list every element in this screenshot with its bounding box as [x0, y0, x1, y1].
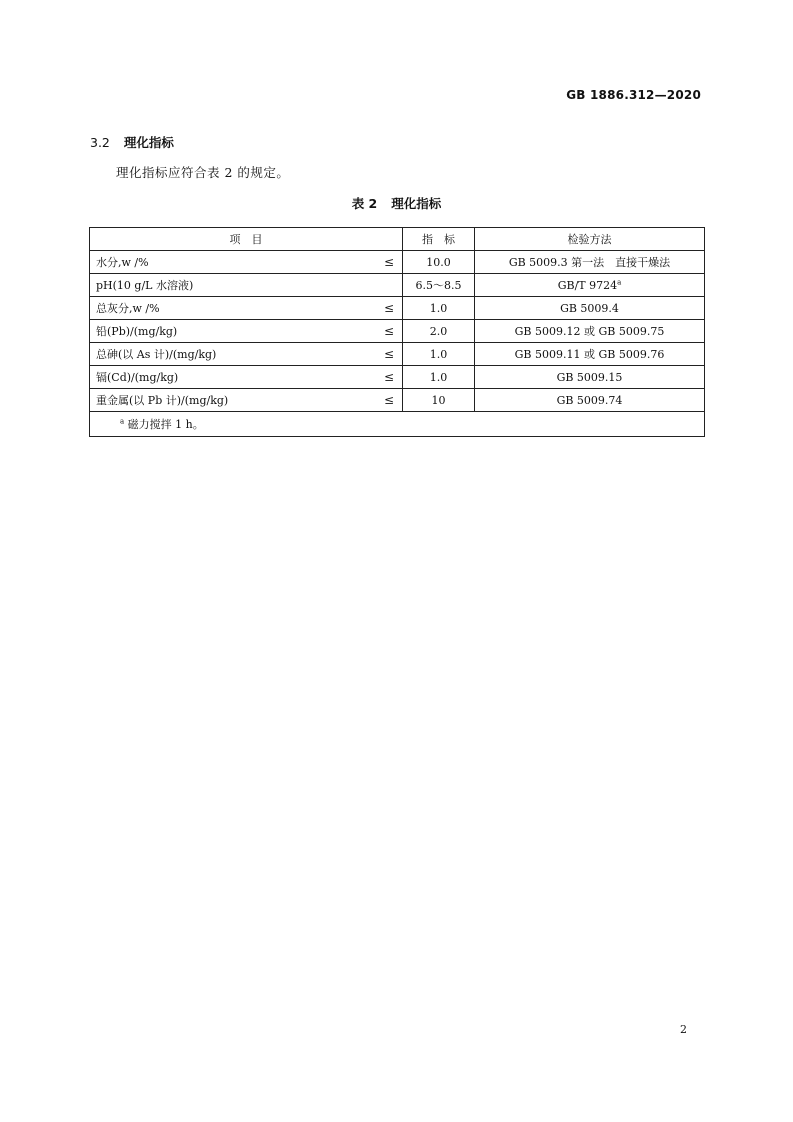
row-limit-symbol: ≤ — [383, 347, 394, 361]
footnote-marker: a — [120, 417, 125, 426]
table-header-row — [90, 228, 705, 251]
row-method: GB 5009.12 或 GB 5009.75 — [514, 325, 665, 338]
row-value: 10.0 — [403, 251, 475, 274]
section-number: 3.2 — [90, 135, 110, 150]
header-item: 项 目 — [90, 228, 403, 251]
table-footnote — [90, 412, 705, 437]
row-method-cell — [475, 320, 705, 343]
row-value: 2.0 — [403, 320, 475, 343]
row-limit-symbol: ≤ — [383, 370, 394, 384]
row-value: 1.0 — [403, 343, 475, 366]
row-method-cell — [475, 274, 705, 297]
row-method-cell — [475, 251, 705, 274]
row-item-label: 重金属(以 Pb 计)/(mg/kg) — [96, 394, 229, 407]
table-caption-number: 表 2 — [351, 196, 378, 211]
row-method: GB 5009.3 第一法 直接干燥法 — [508, 256, 671, 269]
row-item-wrap — [96, 323, 394, 339]
row-value: 1.0 — [403, 366, 475, 389]
row-value: 6.5～8.5 — [403, 274, 475, 297]
table-body — [90, 251, 705, 412]
row-method-cell — [475, 366, 705, 389]
section-title: 理化指标 — [123, 135, 174, 150]
row-method-footnote-marker: a — [617, 277, 622, 286]
section-paragraph: 理化指标应符合表 2 的规定。 — [116, 165, 290, 180]
row-limit-symbol: ≤ — [383, 301, 394, 315]
row-method: GB 5009.15 — [556, 370, 623, 384]
table-footnote-row — [90, 412, 705, 437]
table-row — [90, 389, 705, 412]
header-value: 指 标 — [403, 228, 475, 251]
row-item-cell — [90, 274, 403, 297]
table-caption-title: 理化指标 — [391, 196, 442, 211]
row-method-cell — [475, 343, 705, 366]
row-value: 10 — [403, 389, 475, 412]
row-item-wrap — [96, 277, 394, 293]
header-method: 检验方法 — [475, 228, 705, 251]
spec-table — [89, 227, 705, 437]
row-value: 1.0 — [403, 297, 475, 320]
row-method-cell — [475, 297, 705, 320]
row-item-wrap — [96, 392, 394, 408]
row-item-wrap — [96, 300, 394, 316]
row-item-label: 铅(Pb)/(mg/kg) — [96, 325, 178, 338]
row-item-cell — [90, 366, 403, 389]
table-row — [90, 320, 705, 343]
standard-code: GB 1886.312—2020 — [566, 88, 701, 102]
footnote-text: 磁力搅拌 1 h。 — [124, 418, 204, 431]
row-method: GB 5009.4 — [560, 301, 619, 315]
row-method: GB/T 9724 — [557, 278, 618, 292]
row-item-wrap — [96, 369, 394, 385]
row-item-label: 水分,w /% — [96, 256, 149, 269]
row-item-cell — [90, 343, 403, 366]
row-limit-symbol: ≤ — [383, 393, 394, 407]
row-limit-symbol: ≤ — [383, 255, 394, 269]
row-item-wrap — [96, 254, 394, 270]
row-item-label: 总灰分,w /% — [96, 302, 160, 315]
table-row — [90, 297, 705, 320]
row-item-wrap — [96, 346, 394, 362]
row-method: GB 5009.11 或 GB 5009.76 — [514, 348, 665, 361]
table-caption — [0, 194, 793, 212]
table-row — [90, 251, 705, 274]
row-item-label: 总砷(以 As 计)/(mg/kg) — [96, 348, 217, 361]
row-limit-symbol: ≤ — [383, 324, 394, 338]
table-row — [90, 343, 705, 366]
row-method: GB 5009.74 — [556, 393, 623, 407]
row-item-label: pH(10 g/L 水溶液) — [96, 279, 194, 292]
section-heading — [90, 133, 174, 151]
row-item-cell — [90, 251, 403, 274]
row-item-cell — [90, 389, 403, 412]
row-item-cell — [90, 297, 403, 320]
table-row — [90, 366, 705, 389]
row-method-cell — [475, 389, 705, 412]
page-number: 2 — [680, 1023, 687, 1036]
row-item-cell — [90, 320, 403, 343]
row-item-label: 镉(Cd)/(mg/kg) — [96, 371, 179, 384]
table-row — [90, 274, 705, 297]
